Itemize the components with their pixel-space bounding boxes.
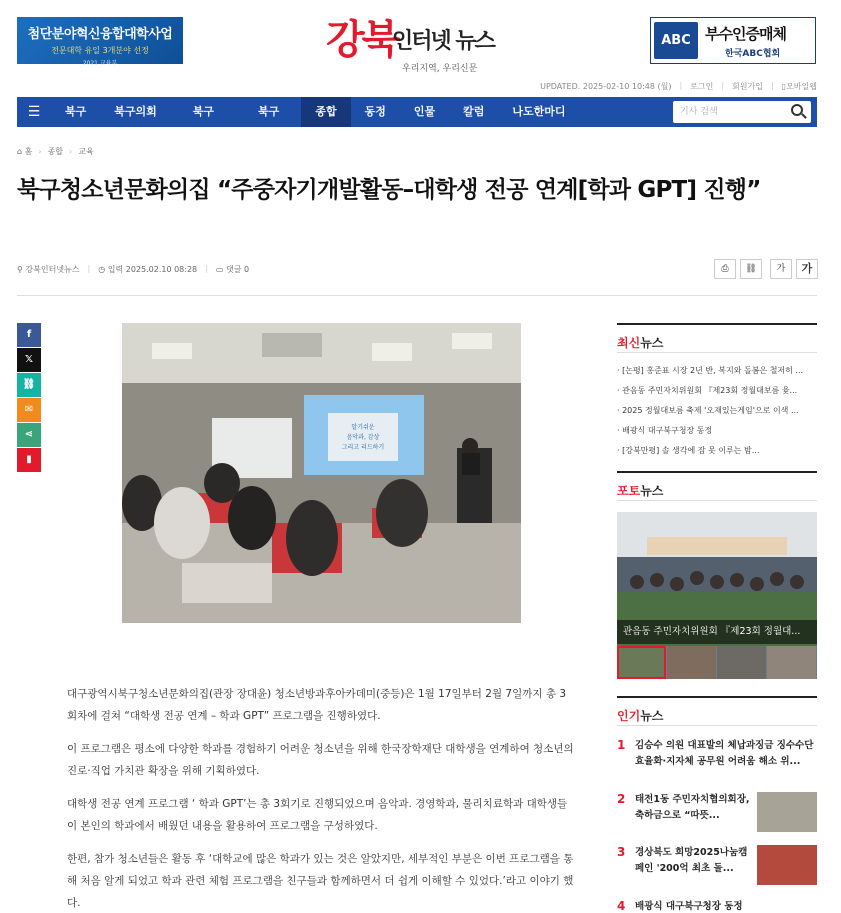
nav-item[interactable]: 북구 bbox=[192, 105, 215, 118]
menu-icon[interactable]: ☰ bbox=[27, 104, 41, 120]
screen-text-1: 알기쉬운 bbox=[351, 424, 375, 431]
search-icon[interactable] bbox=[791, 104, 803, 116]
paragraph: 대구광역시북구청소년문화의집(관장 장대윤) 청소년방과후아카데미(중등)은 1월 17일부터 2월 7일까지 총 3회차에 걸쳐 “대학생 전공 연계 – 학과 GPT” 프로그램을 진행하였다. bbox=[67, 688, 567, 722]
paragraph: 이 프로그램은 평소에 다양한 학과를 경험하기 어려운 청소년을 위해 한국장학재단 대학생을 연계하여 청소년의 진로·직업 가치관 확장을 위해 기획하였다. bbox=[67, 743, 574, 777]
photo-thumbnails bbox=[617, 646, 817, 679]
email-icon[interactable]: ✉ bbox=[17, 398, 41, 422]
nav-item[interactable]: 칼럼 bbox=[463, 105, 485, 118]
publish-date: ◷ 입력 2025.02.10 08:28 bbox=[98, 265, 198, 274]
popular-news-heading: 인기뉴스 bbox=[617, 696, 817, 726]
home-icon: ⌂ bbox=[17, 147, 23, 156]
comment-count[interactable]: ▭ 댓글 0 bbox=[215, 265, 250, 274]
clock-icon: ◷ bbox=[98, 265, 106, 274]
popular-item[interactable]: 4 배광식 대구북구청장 동정 bbox=[617, 899, 743, 913]
login-link[interactable]: 로그인 bbox=[690, 82, 714, 91]
breadcrumb-level2[interactable]: 교육 bbox=[78, 147, 94, 156]
banner-abc[interactable] bbox=[650, 17, 816, 64]
screen-text-2: 음악과, 감상 bbox=[346, 434, 380, 441]
thumbnail[interactable] bbox=[717, 646, 766, 679]
article-tools bbox=[714, 259, 818, 279]
mobile-icon: ▯ bbox=[781, 82, 787, 91]
article-meta: ⚲ 강북인터넷뉴스 | ◷ 입력 2025.02.10 08:28 | ▭ 댓글 0 bbox=[17, 264, 250, 274]
list-item[interactable]: · [논평] 홍준표 시장 2년 반, 복지와 돌봄은 철저히 ... bbox=[617, 366, 804, 375]
article-photo[interactable] bbox=[122, 323, 521, 623]
site-logo[interactable] bbox=[326, 8, 516, 72]
latest-list bbox=[617, 353, 817, 461]
chevron-right-icon: › bbox=[38, 147, 42, 156]
join-link[interactable]: 회원가입 bbox=[732, 82, 763, 91]
popular-thumbnail bbox=[757, 792, 817, 832]
list-item[interactable]: · 2025 정월대보름 축제 '오재있는게임'으로 이색 ... bbox=[617, 406, 799, 415]
logo-main: 강북 bbox=[326, 17, 398, 63]
thumbnail-selected[interactable] bbox=[617, 646, 666, 679]
nav-item[interactable]: 북구 bbox=[65, 105, 87, 118]
bookmark-icon[interactable]: ▮ bbox=[17, 448, 41, 472]
thumbnail[interactable] bbox=[667, 646, 716, 679]
nav-item[interactable]: 나도한마디 bbox=[512, 105, 566, 118]
logo-tagline: 우리지역, 우리신문 bbox=[402, 64, 478, 74]
x-twitter-icon[interactable]: 𝕏 bbox=[17, 348, 41, 372]
sidebar-latest bbox=[617, 323, 817, 461]
photo-news-image[interactable] bbox=[617, 512, 817, 679]
breadcrumb-level1[interactable]: 종합 bbox=[47, 147, 64, 156]
chevron-right-icon: › bbox=[69, 147, 73, 156]
sidebar-photo bbox=[617, 471, 817, 679]
banner-line2: 전문대학 유일 3개분야 선정 bbox=[51, 46, 149, 55]
divider bbox=[17, 295, 817, 296]
popular-item[interactable]: 1 김승수 의원 대표발의 체납과징금 징수수단 효율화·지자체 공무원 어려움 해소 위... bbox=[617, 738, 814, 767]
abc-title: 부수인증매체 bbox=[705, 25, 786, 43]
banner-title: 첨단분야혁신융합대학사업 bbox=[27, 27, 173, 42]
nav-item[interactable]: 북구 bbox=[258, 105, 280, 118]
share-bar bbox=[17, 323, 41, 473]
comment-icon: ▭ bbox=[215, 265, 224, 274]
font-decrease-button[interactable]: 가 bbox=[770, 259, 792, 279]
nav-item[interactable]: 북구의회 bbox=[114, 105, 157, 118]
paragraph: 대학생 전공 연계 프로그램 ‘ 학과 GPT’는 총 3회기로 진행되었으며 음악과. 경영학과, 물리치료학과 대학생들이 본인의 학과에서 배웠던 내용을 활용하여 프로그램을 구성하였다. bbox=[67, 798, 568, 832]
list-item[interactable]: · [강북만평] 솔 생각에 잠 못 이루는 밤... bbox=[617, 446, 760, 455]
print-icon[interactable]: ⎙ bbox=[714, 259, 736, 279]
banner-line3: 2021 교육부 bbox=[82, 60, 118, 67]
list-item[interactable]: · 배광식 대구북구청장 동정 bbox=[617, 426, 713, 435]
sidebar-popular bbox=[617, 696, 817, 913]
link-icon[interactable]: ⛓ bbox=[740, 259, 762, 279]
user-icon: ⚲ bbox=[17, 265, 23, 274]
updated-timestamp: UPDATED. 2025-02-10 10:48 (월) bbox=[540, 82, 672, 91]
list-item[interactable]: · 관음동 주민자치위원회 『제23회 정월대보름 윷... bbox=[617, 386, 798, 395]
font-increase-button[interactable]: 가 bbox=[796, 259, 818, 279]
abc-sub: 한국ABC협회 bbox=[725, 49, 781, 59]
banner-university-ad[interactable] bbox=[17, 17, 183, 67]
article-body bbox=[67, 683, 575, 913]
main-nav bbox=[17, 97, 817, 127]
thumbnail[interactable] bbox=[767, 646, 816, 679]
logo-sub: 인터넷 뉴스 bbox=[392, 29, 494, 54]
link-copy-icon[interactable]: ⛓ bbox=[17, 373, 41, 397]
share-icon[interactable]: ⋖ bbox=[17, 423, 41, 447]
breadcrumb bbox=[17, 146, 94, 157]
photo-caption: 관음동 주민자치위원회 『제23회 정월대... bbox=[617, 620, 817, 644]
popular-item[interactable]: 2 태전1동 주민자치협의회장, 축하금으로 “따뜻... bbox=[617, 792, 817, 834]
nav-item-active[interactable]: 종합 bbox=[301, 97, 350, 127]
popular-item[interactable]: 3 경상북도 희망2025나눔캠페인 '200억 최초 돌... bbox=[617, 845, 817, 887]
paragraph: 한편, 참가 청소년들은 활동 후 ‘대학교에 많은 학과가 있는 것은 알았지만, 세부적인 부분은 이번 프로그램을 통해 처음 알게 되었고 학과 관련 체험 프로그램을 친구들과 함께하면서 더 쉽게 이해할 수 있었다.’라고 이야기 했다. bbox=[67, 853, 574, 909]
mobile-link[interactable]: ▯모바일웹 bbox=[781, 82, 817, 91]
screen-text-3: 그리고 리드하기 bbox=[341, 444, 385, 451]
utility-bar: UPDATED. 2025-02-10 10:48 (월) | 로그인 | 회원가입 | ▯모바일웹 bbox=[540, 81, 817, 91]
popular-thumbnail bbox=[757, 845, 817, 885]
article-title: 북구청소년문화의집 “주중자기개발활동–대학생 전공 연계[학과 GPT] 진행” bbox=[17, 177, 761, 203]
search-input[interactable]: 기사 검색 bbox=[673, 101, 811, 123]
facebook-icon[interactable]: f bbox=[17, 323, 41, 347]
abc-logo: ABC bbox=[654, 22, 698, 59]
photo-news-heading: 포토뉴스 bbox=[617, 471, 817, 501]
classroom-image bbox=[122, 323, 521, 623]
nav-item[interactable]: 동정 bbox=[364, 105, 386, 118]
latest-news-heading: 최신뉴스 bbox=[617, 323, 817, 353]
home-link[interactable]: ⌂ 홈 bbox=[17, 147, 33, 156]
nav-item[interactable]: 인물 bbox=[413, 105, 436, 118]
author: ⚲ 강북인터넷뉴스 bbox=[17, 265, 80, 274]
